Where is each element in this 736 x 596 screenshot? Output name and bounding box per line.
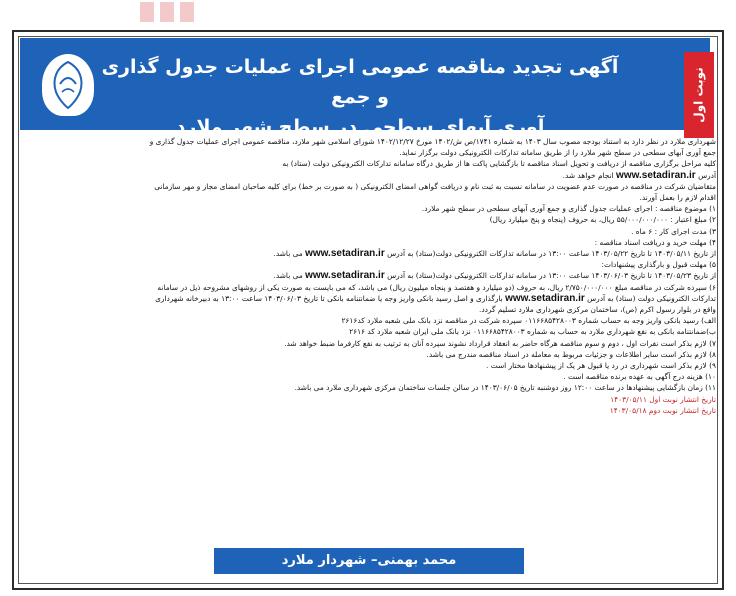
setadiran-link[interactable]: www.setadiran.ir	[305, 270, 385, 282]
text-span: از تاریخ ۱۴۰۳/۰۵/۱۱ تا تاریخ ۱۴۰۳/۰۵/۲۲ ساعت ۱۳:۰۰ در سامانه تدارکات الکترونیکی دولت(ستاد) به آدرس	[387, 249, 716, 259]
intro-line: شهرداری ملارد در نظر دارد به استناد بودجه مصوب سال ۱۴۰۳ به شماره ۱۷۴۱/ص ش/۱۴۰۲ مورخ ۱۴۰۲/۱۲/۲۷ شورای اسلامی شهر ملارد، مناقصه عمومی اجرای عملیات جدول گذاری و	[149, 137, 716, 146]
item-deposit-address: واقع در بلوار رسول اکرم (ص)، ساختمان مرکزی شهرداری ملارد تسلیم گردد.	[479, 305, 716, 315]
item-submission-dates	[22, 270, 716, 281]
municipality-logo	[42, 54, 94, 116]
item-subject: ۱) موضوع مناقصه : اجرای عملیات جدول گذاری و جمع آوری آبهای سطحی در سطح شهر ملارد.	[421, 204, 716, 214]
top-watermark	[100, 0, 220, 26]
item-deposit-option-b: ب)ضمانتنامه بانکی به نفع شهرداری ملارد به حساب به شماره ۰۱۱۶۶۸۵۴۲۸۰۰۳ نزد بانک ملی ایران شعبه ملارد کد ۲۶۱۶	[349, 327, 716, 337]
title-line-2: آوری آبهای سطحی در سطح شهر ملارد	[175, 116, 545, 138]
round-badge-label: نوبت اول	[692, 67, 706, 123]
intro-line: کلیه مراحل برگزاری مناقصه از دریافت و تحویل اسناد مناقصه تا بازگشایی پاکت ها از طریق درگاه سامانه تدارکات الکترونیکی دولت (ستاد) به	[282, 159, 716, 169]
item-rights: ۹) لازم بذکر است شهرداری در رد یا قبول هر یک از پیشنهادها مختار است .	[486, 361, 716, 371]
item-details: ۸) لازم بذکر است سایر اطلاعات و جزئیات مربوط به معامله در اسناد مناقصه مندرج می باشد.	[426, 349, 716, 359]
logo-emblem-icon	[46, 58, 90, 112]
item-forfeit: ۷) لازم بذکر است نفرات اول ، دوم و سوم مناقصه هرگاه حاضر به انعقاد قرارداد نشوند سپرده آنان به ترتیب به نفع کارفرما ضبط خواهد شد.	[284, 338, 716, 348]
item-deposit-upload	[22, 293, 716, 304]
text-span: انجام خواهد شد.	[562, 170, 614, 180]
item-budget: ۲) مبلغ اعتبار : ۵۵/۰۰۰/۰۰۰/۰۰۰ ریال، به حروف (پنجاه و پنج میلیارد ریال)	[489, 215, 716, 225]
item-ad-cost: ۱۰) هزینه درج آگهی به عهده برنده مناقصه است .	[563, 372, 716, 382]
header-banner	[20, 38, 710, 138]
intro-line-address	[22, 170, 716, 181]
item-submission-deadline: ۵) مهلت قبول و بارگذاری پیشنهادات:	[601, 260, 716, 270]
publish-date-first: تاریخ انتشار نوبت اول ۱۴۰۳/۰۵/۱۱	[610, 394, 716, 404]
intro-line: جمع آوری آبهای سطحی در سطح شهر ملارد را از طریق سامانه تدارکات الکترونیکی دولت برگزار نماید.	[399, 148, 716, 158]
item-documents-deadline: ۴) مهلت خرید و دریافت اسناد مناقصه :	[594, 237, 716, 247]
ad-title	[100, 52, 620, 142]
ad-body	[22, 136, 716, 416]
signature-text: محمد بهمنی– شهردار ملارد	[281, 553, 457, 568]
item-deposit: ۶) سپرده شرکت در مناقصه مبلغ ۲/۷۵۰/۰۰۰/۰۰۰ ریال، به حروف (دو میلیارد و هفتصد و پنجاه میلیون ریال) می باشد، که می بایست به صورت یکی از روشهای مشروحه ذیل در سامانه	[157, 282, 716, 292]
title-line-1: آگهی تجدید مناقصه عمومی اجرای عملیات جدول گذاری و جمع	[101, 56, 619, 108]
item-deposit-option-a: الف) رسید بانکی واریز وجه به حساب شماره ۰۱۱۶۶۸۵۴۲۸۰۰۳ سپرده شرکت در مناقصه نزد بانک ملی شعبه ملارد کد۲۶۱۶	[341, 316, 716, 326]
item-duration: ۳) مدت اجرای کار : ۶ ماه .	[631, 226, 716, 236]
setadiran-link[interactable]: www.setadiran.ir	[616, 169, 696, 181]
intro-line: متقاضیان شرکت در مناقصه در صورت عدم عضویت در سامانه نسبت به ثبت نام و دریافت گواهی امضای الکترونیکی ( به صورت بر خط) برای کلیه صاحبان امضای مجاز و مهر سازمانی	[154, 181, 716, 191]
item-opening: ۱۱) زمان بازگشایی پیشنهادها در ساعت ۱۲:۰۰ روز دوشنبه تاریخ ۱۴۰۳/۰۶/۰۵ در سالن جلسات ساختمان مرکزی شهرداری ملارد می باشد.	[294, 383, 716, 393]
advertisement-frame	[12, 30, 724, 590]
text-span: می باشد.	[273, 249, 303, 259]
intro-line: اقدام لازم را بعمل آورند.	[639, 193, 716, 203]
setadiran-link[interactable]: www.setadiran.ir	[305, 248, 385, 260]
round-badge	[684, 52, 714, 138]
text-span: بارگذاری و اصل رسید بانکی واریز وجه یا ضمانتنامه بانکی تا تاریخ ۱۴۰۳/۰۶/۰۳ ساعت ۱۳:۰۰ به دبیرخانه شهرداری	[155, 293, 503, 303]
setadiran-link[interactable]: www.setadiran.ir	[505, 292, 585, 304]
text-span: می باشد.	[273, 271, 303, 281]
text-span: از تاریخ ۱۴۰۳/۰۵/۲۳ تا تاریخ ۱۴۰۳/۰۶/۰۳ ساعت ۱۳:۰۰ در سامانه تدارکات الکترونیکی دولت(ستاد) به آدرس	[387, 271, 716, 281]
text-span: آدرس	[698, 170, 716, 180]
publish-date-second: تاریخ انتشار نوبت دوم ۱۴۰۳/۰۵/۱۸	[609, 405, 716, 415]
signature-banner	[214, 548, 524, 574]
item-documents-dates	[22, 248, 716, 259]
text-span: تدارکات الکترونیکی دولت (ستاد) به آدرس	[587, 293, 716, 303]
